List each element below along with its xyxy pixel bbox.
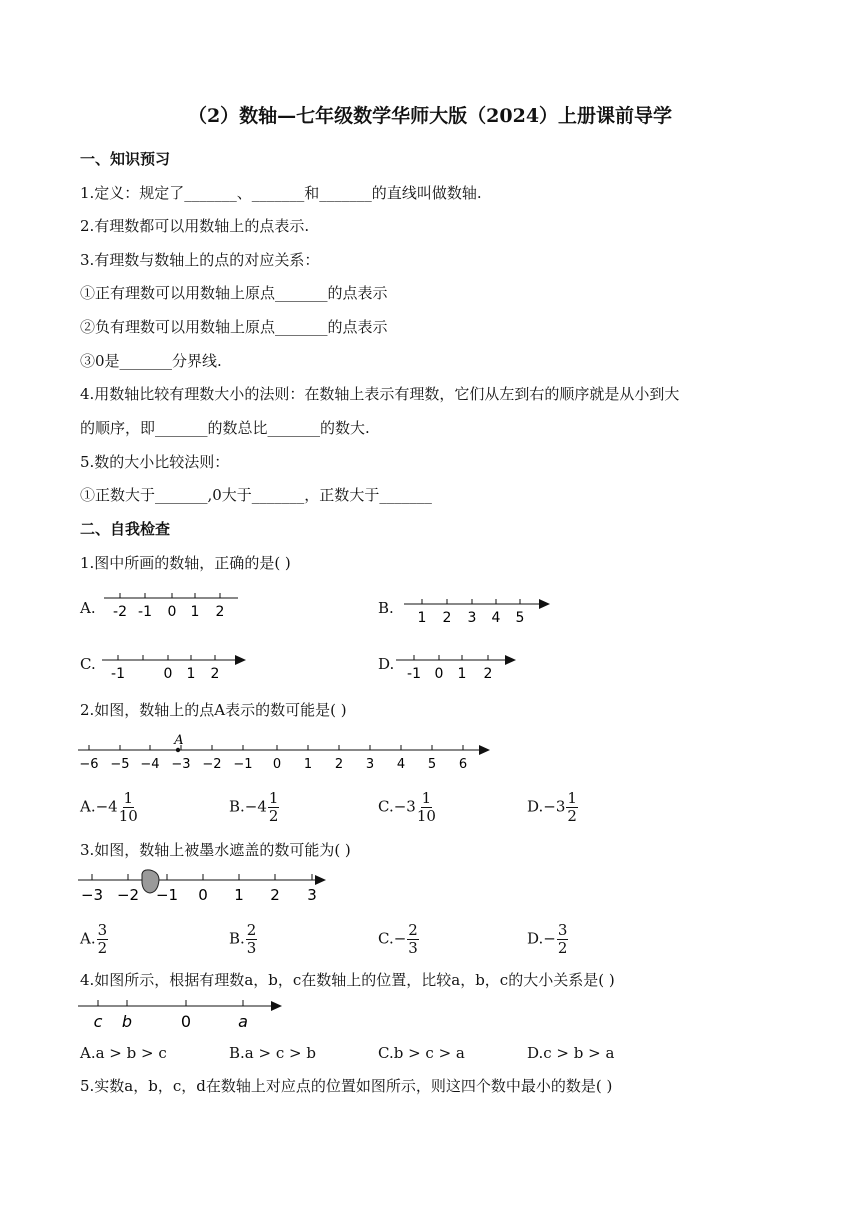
denominator: 3 <box>246 939 257 957</box>
q2-option-c-whole: −3 <box>393 797 416 816</box>
point-a-marker <box>176 748 180 752</box>
q4-label-zero: 0 <box>180 1012 192 1031</box>
q2-option-a-whole: −4 <box>95 797 118 816</box>
q3-option-a <box>80 922 108 957</box>
arrow-icon <box>539 599 550 609</box>
section-heading-preview: 一、知识预习 <box>80 150 171 168</box>
arrow-icon <box>505 655 516 665</box>
q1-option-c-label: C. <box>80 655 96 673</box>
q1-option-a-numberline <box>102 588 242 624</box>
q3-tick-label: 0 <box>198 886 208 904</box>
q4-option-c: C.b > c > a <box>378 1044 465 1062</box>
numerator: 1 <box>123 789 134 807</box>
preview-line-1: 1.定义：规定了_______、_______和_______的直线叫做数轴. <box>80 184 482 202</box>
preview-line-7: 4.用数轴比较有理数大小的法则：在数轴上表示有理数，它们从左到右的顺序就是从小到大 <box>80 385 680 403</box>
q4-numberline <box>76 996 288 1032</box>
q2-option-c <box>378 790 436 825</box>
q1b-tick-label: 1 <box>417 610 427 626</box>
question-2-stem: 2.如图，数轴上的点A表示的数可能是( ) <box>80 701 347 719</box>
q1-option-b-label: B. <box>378 599 394 617</box>
q1b-tick-label: 5 <box>515 610 525 626</box>
q3-option-c-sign: − <box>393 929 407 948</box>
q1c-tick-label: 0 <box>163 666 173 682</box>
q3-option-d-fraction <box>557 922 569 957</box>
q3-tick-label: 3 <box>307 886 317 904</box>
q1-option-b-numberline <box>402 594 554 628</box>
preview-line-4: ①正有理数可以用数轴上原点_______的点表示 <box>80 284 388 302</box>
numerator: 3 <box>97 921 108 939</box>
q2-tick-label: 0 <box>272 757 282 772</box>
q2-option-a <box>80 790 138 825</box>
q4-option-b: B.a > c > b <box>229 1044 316 1062</box>
q2-option-a-fraction <box>119 790 138 825</box>
q2-tick-label: −5 <box>110 757 130 772</box>
q2-numberline <box>76 730 496 774</box>
arrow-icon <box>235 655 246 665</box>
denominator: 3 <box>408 939 418 957</box>
q1b-tick-label: 3 <box>467 610 477 626</box>
q2-tick-label: −3 <box>171 757 191 772</box>
preview-line-2: 2.有理数都可以用数轴上的点表示. <box>80 217 310 235</box>
q2-tick-label: 5 <box>427 757 437 772</box>
denominator: 2 <box>268 807 279 825</box>
q4-option-d: D.c > b > a <box>527 1044 615 1062</box>
q3-numberline <box>76 868 332 904</box>
q2-option-b <box>229 790 279 825</box>
q4-label-a: a <box>238 1012 248 1031</box>
q3-tick-label: −1 <box>155 886 179 904</box>
preview-line-9: 5.数的大小比较法则： <box>80 453 230 471</box>
preview-line-10: ①正数大于_______,0大于_______，正数大于_______ <box>80 486 432 504</box>
q1b-tick-label: 2 <box>442 610 452 626</box>
q3-option-d-sign: − <box>543 929 556 948</box>
q2-tick-label: 1 <box>303 757 313 772</box>
q3-option-c <box>378 922 419 957</box>
q2-tick-label: 6 <box>458 757 468 772</box>
numerator: 1 <box>421 789 432 807</box>
q2-tick-label: −6 <box>79 757 99 772</box>
q2-tick-label: 4 <box>396 757 406 772</box>
q1d-tick-label: 1 <box>457 666 467 682</box>
q2-option-d-label: D. <box>527 797 544 816</box>
question-4-stem: 4.如图所示，根据有理数a，b，c在数轴上的位置，比较a，b，c的大小关系是( ) <box>80 971 615 989</box>
q3-tick-label: 2 <box>270 886 280 904</box>
q2-option-b-whole: −4 <box>244 797 267 816</box>
question-3-stem: 3.如图，数轴上被墨水遮盖的数可能为( ) <box>80 841 351 859</box>
q2-option-b-label: B. <box>229 797 245 816</box>
q3-option-d-label: D. <box>527 929 544 948</box>
q1c-tick-label: -1 <box>111 666 125 682</box>
q1a-tick-label: -1 <box>138 604 152 620</box>
q1a-tick-label: 0 <box>167 604 177 620</box>
preview-line-3: 3.有理数与数轴上的点的对应关系： <box>80 251 320 269</box>
q1c-tick-label: 1 <box>186 666 196 682</box>
q3-option-b-label: B. <box>229 929 245 948</box>
q1-option-d-label: D. <box>378 655 395 673</box>
q3-option-c-fraction <box>407 922 419 957</box>
q4-option-a: A.a > b > c <box>80 1044 167 1062</box>
q2-tick-label: −4 <box>140 757 160 772</box>
q3-option-d <box>527 922 568 957</box>
denominator: 2 <box>567 807 577 825</box>
q3-option-b <box>229 922 257 957</box>
q1a-tick-label: 1 <box>190 604 200 620</box>
q1d-tick-label: 0 <box>434 666 444 682</box>
arrow-icon <box>271 1001 282 1011</box>
question-1-stem: 1.图中所画的数轴，正确的是( ) <box>80 554 291 572</box>
q1-option-c-numberline <box>100 650 250 684</box>
q2-option-d <box>527 790 578 825</box>
q2-tick-label: −1 <box>233 757 253 772</box>
q2-tick-label: −2 <box>202 757 222 772</box>
preview-line-8: 的顺序，即_______的数总比_______的数大. <box>80 419 370 437</box>
denominator: 2 <box>557 939 568 957</box>
q1c-tick-label: 2 <box>210 666 220 682</box>
denominator: 10 <box>416 807 436 825</box>
question-5-stem: 5.实数a，b，c，d在数轴上对应点的位置如图所示，则这四个数中最小的数是( ) <box>80 1077 613 1095</box>
q4-label-b: b <box>121 1012 133 1031</box>
q3-tick-label: −2 <box>116 886 140 904</box>
numerator: 2 <box>408 921 418 939</box>
section-heading-check: 二、自我检查 <box>80 520 171 538</box>
q2-tick-label: 3 <box>365 757 375 772</box>
q3-option-c-label: C. <box>378 929 394 948</box>
q3-tick-label: −3 <box>80 886 104 904</box>
arrow-icon <box>479 745 490 755</box>
page-title: （2）数轴—七年级数学华师大版（2024）上册课前导学 <box>187 105 673 127</box>
numerator: 2 <box>246 921 257 939</box>
preview-line-5: ②负有理数可以用数轴上原点_______的点表示 <box>80 318 388 336</box>
q1a-tick-label: -2 <box>113 604 127 620</box>
q2-option-d-fraction <box>566 790 578 825</box>
preview-line-6: ③0是_______分界线. <box>80 352 222 370</box>
denominator: 2 <box>97 939 108 957</box>
q4-label-c: c <box>93 1012 103 1031</box>
q2-option-c-label: C. <box>378 797 394 816</box>
numerator: 3 <box>557 921 568 939</box>
ink-blot-icon <box>142 870 159 893</box>
q3-option-a-label: A. <box>80 929 96 948</box>
q3-option-b-fraction <box>246 922 258 957</box>
q2-tick-label: 2 <box>334 757 344 772</box>
q1d-tick-label: 2 <box>483 666 493 682</box>
q1-option-d-numberline <box>394 650 522 684</box>
q1a-tick-label: 2 <box>215 604 225 620</box>
q1d-tick-label: -1 <box>407 666 421 682</box>
arrow-icon <box>315 875 326 885</box>
q3-tick-label: 1 <box>234 886 244 904</box>
point-a-label: A <box>174 733 184 748</box>
numerator: 1 <box>268 789 279 807</box>
numerator: 1 <box>567 789 577 807</box>
q2-option-c-fraction <box>417 790 436 825</box>
q2-option-b-fraction <box>268 790 280 825</box>
q3-option-a-fraction <box>97 922 109 957</box>
denominator: 10 <box>118 807 138 825</box>
q1b-tick-label: 4 <box>491 610 501 626</box>
q1-option-a-label: A. <box>80 599 96 617</box>
q2-option-d-whole: −3 <box>543 797 566 816</box>
q2-option-a-label: A. <box>80 797 96 816</box>
